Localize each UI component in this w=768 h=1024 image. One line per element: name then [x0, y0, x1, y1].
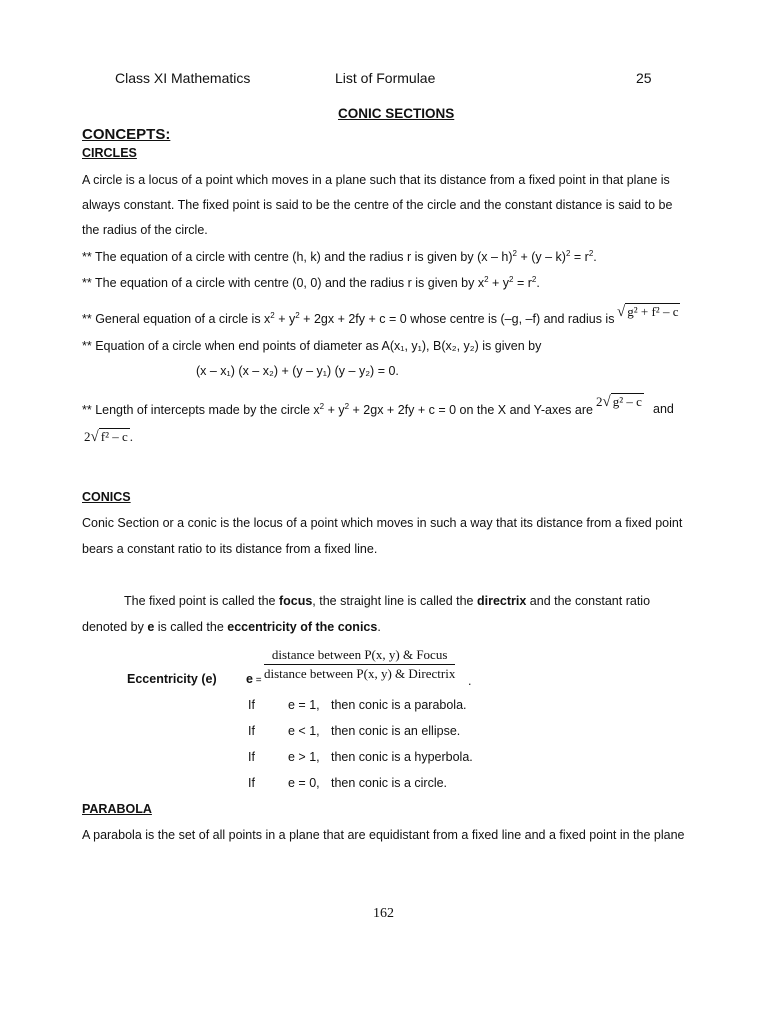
circle-equation-centre-origin: ** The equation of a circle with centre (0, 0) and the radius r is given by $x^2 + y^2 = r^2$. [82, 275, 540, 291]
condition-result: then conic is a circle. [331, 776, 448, 790]
circles-para-line-1: A circle is a locus of a point which moves in a plane such that its distance from a fixed point in that plane is [82, 173, 670, 187]
condition-value: e < 1, [288, 724, 320, 738]
general-equation-circle: ** General equation of a circle is $x^2 + y^2 + 2gx + 2fy + c = 0$ whose centre is (–g, –f) and radius is [82, 311, 615, 327]
header-title: List of Formulae [335, 70, 436, 86]
intercepts-and: and [653, 402, 674, 416]
page-title: CONIC SECTIONS [338, 106, 455, 121]
conics-heading: CONICS [82, 490, 131, 504]
fraction-denominator: distance between P(x, y) & Directrix [264, 666, 456, 681]
circles-para-line-3: the radius of the circle. [82, 223, 208, 237]
conics-definitions-line-2: denoted by e is called the eccentricity of the conics. [82, 620, 381, 634]
diameter-form-equation: (x – x₁) (x – x₂) + (y – y₁) (y – y₂) = 0. [196, 364, 399, 378]
header-subject: Class XI Mathematics [115, 70, 251, 86]
conics-definitions-line-1: The fixed point is called the focus, the straight line is called the directrix and the constant ratio [124, 594, 651, 608]
condition-if: If [248, 724, 255, 738]
condition-value: e > 1, [288, 750, 320, 764]
condition-value: e = 1, [288, 698, 320, 712]
condition-if: If [248, 750, 255, 764]
parabola-heading: PARABOLA [82, 802, 152, 816]
eccentricity-label: Eccentricity (e) [127, 672, 217, 686]
page-number: 162 [373, 906, 394, 921]
condition-result: then conic is a hyperbola. [331, 750, 473, 764]
circle-equation-centre-hk: ** The equation of a circle with centre (h, k) and the radius r is given by $(x - h)^2 + (y - k)^2 = r^2$. [82, 249, 597, 265]
y-intercept-radical: 2√ f² – c . [84, 429, 133, 445]
circles-para-line-2: always constant. The fixed point is said to be the centre of the circle and the constant distance is said to be [82, 198, 673, 212]
eccentricity-lhs: e = [246, 672, 262, 686]
radical-sign-icon: √ f² – c [90, 429, 128, 445]
condition-value: e = 0, [288, 776, 320, 790]
parabola-para-line-1: A parabola is the set of all points in a plane that are equidistant from a fixed line and a fixed point in the plane [82, 828, 685, 842]
concepts-heading: CONCEPTS: [82, 126, 171, 143]
eccentricity-fraction [264, 647, 455, 682]
condition-result: then conic is a parabola. [331, 698, 467, 712]
radical-sign-icon: √ g² + f² – c [617, 304, 679, 320]
condition-result: then conic is an ellipse. [331, 724, 461, 738]
fraction-period: . [468, 674, 472, 688]
conics-para-line-2: bears a constant ratio to its distance from a fixed line. [82, 542, 378, 556]
header-number: 25 [636, 70, 652, 86]
radius-radical [617, 303, 680, 321]
conics-para-line-1: Conic Section or a conic is the locus of a point which moves in such a way that its distance from a fixed point [82, 516, 683, 530]
intercepts-line: ** Length of intercepts made by the circle $x^2 + y^2 + 2gx + 2fy + c = 0$ on the X and Y-axes are [82, 402, 593, 418]
circles-heading: CIRCLES [82, 146, 137, 160]
x-intercept-radical: 2√ g² – c [596, 394, 642, 410]
fraction-numerator: distance between P(x, y) & Focus [264, 647, 455, 665]
condition-if: If [248, 698, 255, 712]
diameter-form-intro: ** Equation of a circle when end points of diameter as A(x₁, y₁), B(x₂, y₂) is given by [82, 339, 542, 353]
condition-if: If [248, 776, 255, 790]
radical-sign-icon: √ g² – c [602, 394, 642, 410]
